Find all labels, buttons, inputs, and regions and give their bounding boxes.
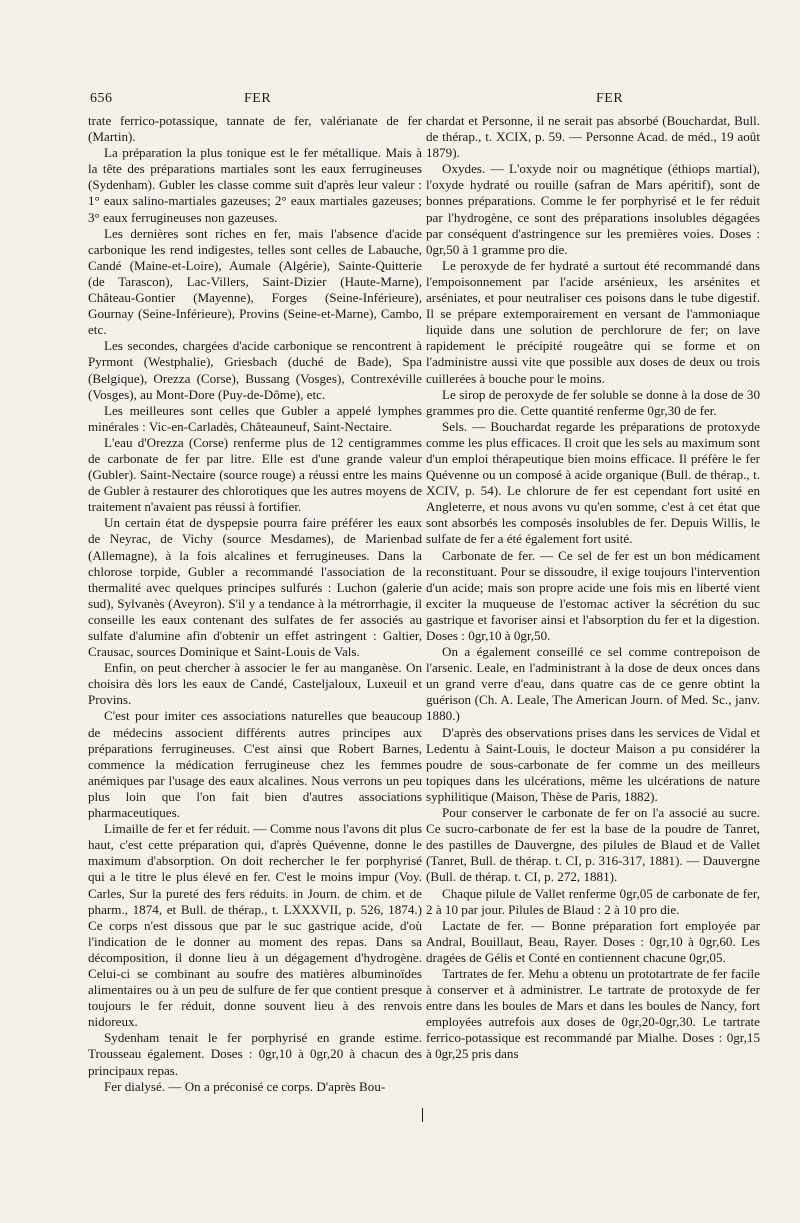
paragraph: Tartrates de fer. Mehu a obtenu un prototartrate de fer facile à conserver et à administrer. Le tartrate de protoxyde de fer entre dans les boules de Mars et dans les boules de Nancy, fort employées autrefois aux doses de 0gr,20-0gr,30. Le tartrate ferrico-potassique est recommandé par Mialhe. Doses : 0gr,15 à 0gr,25 pris dans — [426, 965, 760, 1062]
right-column — [426, 113, 760, 1063]
paragraph: Le sirop de peroxyde de fer soluble se donne à la dose de 30 grammes pro die. Cette quantité renferme 0gr,30 de fer. — [426, 386, 760, 418]
paragraph: Le peroxyde de fer hydraté a surtout été recommandé dans l'empoisonnement par l'acide arsénieux, les arsénites et arséniates, et pour neutraliser ces poisons dans le tube digestif. Il se prépare extemporairement en versant de l'ammoniaque liquide dans une solution de perchlorure de fer; on lave rapidement le précipité rougeâtre qui se forme et on l'administre aussi vite que possible aux doses de deux ou trois cuillerées à bouche pour le moins. — [426, 257, 760, 386]
paragraph: Sydenham tenait le fer porphyrisé en grande estime. Trousseau également. Doses : 0gr,10 à 0gr,20 à chacun des principaux repas. — [88, 1030, 422, 1078]
paragraph: Sels. — Bouchardat regarde les préparations de protoxyde comme les plus efficaces. Il croit que les sels au maximum sont d'un emploi thérapeutique bien moins efficace. Il préfère le fer Quévenne ou un composé à acide organique (Bull. de thérap., t. XCIV, p. 54). Le chlorure de fer est cependant fort usité en Angleterre, et nous avons vu qu'en somme, c'est à cet état que sont absorbés les composés insolubles de fer. Depuis Willis, le sulfate de fer a été également fort usité. — [426, 418, 760, 547]
paragraph: D'après des observations prises dans les services de Vidal et Ledentu à Saint-Louis, le docteur Maison a pu considérer la poudre de sous-carbonate de fer comme un des meilleurs topiques dans les ulcérations, même les ulcérations de nature syphilitique (Maison, Thèse de Paris, 1882). — [426, 724, 760, 804]
paragraph: Les meilleures sont celles que Gubler a appelé lymphes minérales : Vic-en-Carladès, Châteauneuf, Saint-Nectaire. — [88, 402, 422, 434]
column-rule — [422, 1108, 423, 1122]
paragraph: Enfin, on peut chercher à associer le fer au manganèse. On choisira dès lors les eaux de Candé, Casteljaloux, Luxeuil et Provins. — [88, 660, 422, 708]
left-column — [88, 113, 422, 1095]
paragraph: trate ferrico-potassique, tannate de fer, valérianate de fer (Martin). — [88, 113, 422, 145]
running-head-left: FER — [244, 91, 272, 106]
running-head-right: FER — [596, 91, 624, 106]
paragraph: L'eau d'Orezza (Corse) renferme plus de 12 centigrammes de carbonate de fer par litre. Elle est d'une grande valeur (Gubler). Saint-Nectaire (source rouge) a réussi entre les mains de Gubler à restaurer des chlorotiques que les autres moyens de traitement n'avaient pas réussi à fortifier. — [88, 434, 422, 515]
paragraph: Chaque pilule de Vallet renferme 0gr,05 de carbonate de fer, 2 à 10 par jour. Pilules de Blaud : 2 à 10 pro die. — [426, 885, 760, 917]
paragraph: Lactate de fer. — Bonne préparation fort employée par Andral, Bouillaut, Beau, Rayer. Doses : 0gr,10 à 0gr,60. Les dragées de Gélis et Conté en contiennent chacune 0gr,05. — [426, 917, 760, 965]
paragraph: chardat et Personne, il ne serait pas absorbé (Bouchardat, Bull. de thérap., t. XCIX, p. 59. — Personne Acad. de méd., 19 août 1879). — [426, 113, 760, 161]
paragraph: On a également conseillé ce sel comme contrepoison de l'arsenic. Leale, en l'administrant à la dose de deux onces dans un grand verre d'eau, dans quatre cas de ce genre obtint la guérison (Ch. A. Leale, The American Journ. of Med. Sc., janv. 1880.) — [426, 644, 760, 724]
paragraph: Oxydes. — L'oxyde noir ou magnétique (éthiops martial), l'oxyde hydraté ou rouille (safran de Mars apéritif), sont de bonnes préparations. Comme le fer porphyrisé et le fer réduit par l'hydrogène, ce sont des préparations insolubles dégagées par conséquent d'astringence sur les premières voies. Doses : 0gr,50 à 1 gramme pro die. — [426, 161, 760, 257]
page-number: 656 — [90, 91, 113, 106]
paragraph: Les secondes, chargées d'acide carbonique se rencontrent à Pyrmont (Westphalie), Griesbach (duché de Bade), Spa (Belgique), Orezza (Corse), Bussang (Vosges), Contrexéville (Vosges), au Mont-Dore (Puy-de-Dôme), etc. — [88, 338, 422, 402]
paragraph: Limaille de fer et fer réduit. — Comme nous l'avons dit plus haut, c'est cette préparation qui, d'après Quévenne, donne le maximum d'absorption. On doit rechercher le fer porphyrisé qui a le titre le plus élevé en fer. C'est le moins impur (Voy. Carles, Sur la pureté des fers réduits. in Journ. de chim. et de pharm., 1874, et Bull. de thérap., t. LXXXVII, p. 526, 1874.) Ce corps n'est dissous que par le suc gastrique acide, d'où l'indication de le donner au moment des repas. Dans sa décomposition, il donne lieu à un dégagement d'hydrogène. Celui-ci se combinant au soufre des matières albuminoïdes alimentaires ou à un peu de sulfure de fer que contient presque toujours le fer réduit, donne souvent lieu à des renvois nidoreux. — [88, 821, 422, 1030]
paragraph: Un certain état de dyspepsie pourra faire préférer les eaux de Neyrac, de Vichy (source Mesdames), de Marienbad (Allemagne), à la fois alcalines et ferrugineuses. Dans la chlorose torpide, Gubler a recommandé l'association de la thermalité avec quelques principes sulfurés : Luchon (galerie sud), Sylvanès (Aveyron). S'il y a tendance à la métrorrhagie, il conseille les eaux contenant des sulfates de fer associés au sulfate d'alumine afin d'obtenir un effet astringent : Galtier, Crausac, sources Dominique et Saint-Louis de Vals. — [88, 515, 422, 660]
paragraph: C'est pour imiter ces associations naturelles que beaucoup de médecins associent différents autres principes aux préparations ferrugineuses. C'est ainsi que Robert Barnes, commence la médication ferrugineuse chez les femmes anémiques par l'usage des eaux alcalines. Nous verrons un peu plus loin que l'on fait bien d'autres associations pharmaceutiques. — [88, 708, 422, 821]
paragraph: Pour conserver le carbonate de fer on l'a associé au sucre. Ce sucro-carbonate de fer est la base de la poudre de Tanret, des pastilles de Dauvergne, des pilules de Blaud et de Vallet (Tanret, Bull. de thérap. t. CI, p. 316-317, 1881). — Dauvergne (Bull. de thérap. t. CI, p. 272, 1881). — [426, 805, 760, 885]
paragraph: Carbonate de fer. — Ce sel de fer est un bon médicament reconstituant. Pour se dissoudre, il exige toujours l'intervention d'un acide; mais son propre acide une fois mis en liberté vient exciter la muqueuse de l'estomac activer la sécrétion du suc gastrique et favoriser ainsi et l'absorption du fer et la digestion. Doses : 0gr,10 à 0gr,50. — [426, 547, 760, 643]
paragraph: Les dernières sont riches en fer, mais l'absence d'acide carbonique les rend indigestes, telles sont celles de Labauche, Candé (Maine-et-Loire), Aumale (Algérie), Sainte-Quitterie (de Tarascon), Lac-Villers, Saint-Dizier (Haute-Marne), Château-Gontier (Mayenne), Forges (Seine-Inférieure), Gournay (Seine-Inférieure), Provins (Seine-et-Marne), Cambo, etc. — [88, 225, 422, 338]
paragraph: La préparation la plus tonique est le fer métallique. Mais à la tête des préparations martiales sont les eaux ferrugineuses (Sydenham). Gubler les classe comme suit d'après leur valeur : 1° eaux salino-martiales gazeuses; 2° eaux martiales gazeuses; 3° eaux ferrugineuses non gazeuses. — [88, 145, 422, 225]
paragraph: Fer dialysé. — On a préconisé ce corps. D'après Bou- — [104, 1078, 386, 1094]
